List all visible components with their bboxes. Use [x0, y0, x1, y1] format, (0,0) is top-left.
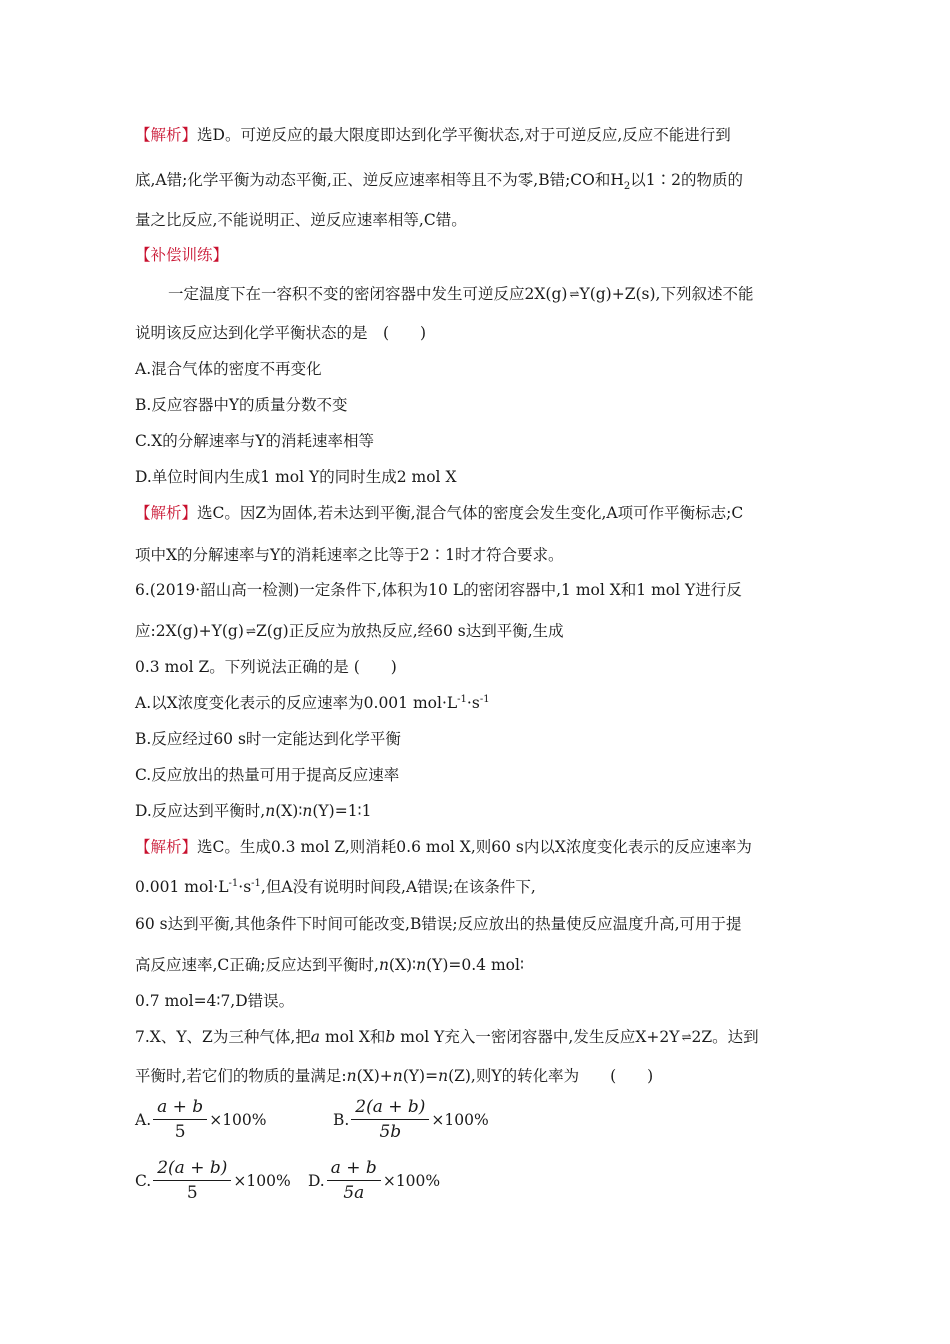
option-text: B.反应经过60 s时一定能达到化学平衡	[135, 730, 401, 748]
question-6-stem	[135, 580, 742, 600]
supplement-heading	[135, 245, 228, 265]
question-7-stem	[135, 1066, 653, 1086]
numerator: 2(a + b)	[351, 1097, 429, 1120]
analysis-tag: 【解析】	[135, 504, 198, 522]
option-text: C.反应放出的热量可用于提高反应速率	[135, 766, 400, 784]
subscript: 2	[623, 181, 631, 193]
analysis-line	[135, 877, 536, 897]
stem-text: 应:2X(g)+Y(g)	[135, 622, 244, 640]
variable: n	[392, 1067, 403, 1085]
stem-text: mol X和	[320, 1028, 386, 1046]
analysis-text: ·s	[238, 878, 252, 896]
option-b	[333, 1097, 489, 1142]
superscript: -1	[457, 693, 467, 705]
question-6-stem	[135, 621, 564, 641]
stem-text: 0.3 mol Z。下列说法正确的是 ( )	[135, 658, 397, 676]
analysis-text: 60 s达到平衡,其他条件下时间可能改变,B错误;反应放出的热量使反应温度升高,可用于提	[135, 915, 742, 933]
analysis-text: (X)∶	[388, 956, 417, 974]
analysis-tag: 【解析】	[135, 838, 198, 856]
analysis-text: 项中X的分解速率与Y的消耗速率之比等于2∶1时才符合要求。	[135, 546, 564, 564]
question-stem	[135, 284, 753, 304]
analysis-text: (Y)=0.4 mol∶	[426, 956, 524, 974]
superscript: -1	[228, 877, 239, 889]
option-c	[135, 1158, 303, 1203]
analysis-text: 选C。因Z为固体,若未达到平衡,混合气体的密度会发生变化,A项可作平衡标志;C	[197, 504, 744, 522]
stem-text: (Y)=	[402, 1067, 439, 1085]
fraction	[153, 1097, 207, 1142]
option-label: B.	[332, 1110, 350, 1129]
denominator: 5a	[343, 1183, 365, 1203]
analysis-line	[135, 125, 731, 145]
option-text: ·s	[466, 694, 480, 712]
variable: n	[416, 956, 427, 974]
analysis-text: ,但A没有说明时间段,A错误;在该条件下,	[260, 878, 536, 896]
variable: b	[385, 1028, 396, 1046]
option-label: C.	[135, 1171, 152, 1190]
numerator: a + b	[153, 1097, 207, 1120]
stem-text: 一定温度下在一容积不变的密闭容器中发生可逆反应2X(g)	[168, 285, 568, 303]
option-text: A.以X浓度变化表示的反应速率为0.001 mol·L	[135, 694, 458, 712]
option-b	[135, 395, 348, 415]
stem-text: (X)+	[356, 1067, 393, 1085]
analysis-line	[135, 991, 294, 1011]
option-text: C.X的分解速率与Y的消耗速率相等	[135, 432, 375, 450]
option-a	[135, 693, 490, 713]
question-stem	[135, 323, 426, 343]
analysis-line	[135, 545, 564, 565]
denominator: 5	[186, 1183, 198, 1203]
analysis-line	[135, 837, 752, 857]
variable: a	[310, 1028, 321, 1046]
numerator: a + b	[327, 1158, 381, 1181]
supplement-tag: 【补偿训练】	[135, 246, 229, 264]
option-text: D.单位时间内生成1 mol Y的同时生成2 mol X	[135, 468, 457, 486]
variable: n	[438, 1067, 449, 1085]
analysis-text: 高反应速率,C正确;反应达到平衡时,	[135, 956, 379, 974]
analysis-text: 以1∶2的物质的	[630, 171, 744, 189]
question-7-stem	[135, 1027, 759, 1047]
stem-text: Z(g)正反应为放热反应,经60 s达到平衡,生成	[255, 622, 564, 640]
option-text: (Y)=1∶1	[312, 802, 372, 820]
option-d	[135, 467, 456, 487]
fraction	[327, 1158, 381, 1203]
option-a	[135, 1097, 328, 1142]
option-text: A.混合气体的密度不再变化	[135, 360, 322, 378]
stem-text: Y(g)+Z(s),下列叙述不能	[579, 285, 754, 303]
question-6-stem	[135, 657, 397, 677]
percent-text: ×100%	[382, 1171, 441, 1190]
denominator: 5	[174, 1122, 186, 1142]
analysis-line	[135, 503, 743, 523]
percent-text: ×100%	[209, 1110, 267, 1129]
analysis-line	[135, 170, 744, 193]
analysis-line	[135, 210, 467, 230]
analysis-text: 选D。可逆反应的最大限度即达到化学平衡状态,对于可逆反应,反应不能进行到	[197, 126, 731, 144]
analysis-line	[135, 914, 742, 934]
analysis-line	[135, 955, 524, 975]
variable: n	[302, 802, 313, 820]
stem-text: 6.(2019·韶山高一检测)一定条件下,体积为10 L的密闭容器中,1 mol X和1 mol Y进行反	[135, 581, 742, 599]
analysis-text: 0.7 mol=4∶7,D错误。	[135, 992, 295, 1010]
analysis-text: 量之比反应,不能说明正、逆反应速率相等,C错。	[135, 211, 467, 229]
fraction	[351, 1097, 429, 1142]
option-text: D.反应达到平衡时,	[135, 802, 266, 820]
analysis-tag: 【解析】	[135, 126, 198, 144]
variable: n	[346, 1067, 357, 1085]
stem-text: (Z),则Y的转化率为 ( )	[448, 1067, 654, 1085]
option-b	[135, 729, 401, 749]
equilibrium-arrow-icon: ⇌	[569, 287, 578, 301]
stem-text: mol Y充入一密闭容器中,发生反应X+2Y	[395, 1028, 680, 1046]
stem-text: 平衡时,若它们的物质的量满足:	[135, 1067, 347, 1085]
percent-text: ×100%	[233, 1171, 291, 1190]
option-label: D.	[307, 1171, 325, 1190]
option-d	[135, 801, 371, 821]
analysis-text: 选C。生成0.3 mol Z,则消耗0.6 mol X,则60 s内以X浓度变化表示的反应速率为	[197, 838, 752, 856]
options-row	[135, 1097, 489, 1142]
option-text: B.反应容器中Y的质量分数不变	[135, 396, 348, 414]
variable: n	[265, 802, 276, 820]
superscript: -1	[251, 877, 261, 889]
option-d	[308, 1158, 440, 1203]
option-c	[135, 765, 399, 785]
option-label: A.	[135, 1110, 152, 1129]
option-a	[135, 359, 322, 379]
percent-text: ×100%	[431, 1110, 489, 1129]
stem-text: 2Z。达到	[691, 1028, 759, 1046]
analysis-text: 0.001 mol·L	[135, 878, 229, 896]
analysis-text: 底,A错;化学平衡为动态平衡,正、逆反应速率相等且不为零,B错;CO和H	[135, 171, 624, 189]
equilibrium-arrow-icon: ⇌	[681, 1030, 690, 1044]
equilibrium-arrow-icon: ⇌	[245, 624, 254, 638]
stem-text: 7.X、Y、Z为三种气体,把	[135, 1028, 311, 1046]
numerator: 2(a + b)	[153, 1158, 231, 1181]
options-row	[135, 1158, 440, 1203]
option-text: (X)∶	[275, 802, 303, 820]
denominator: 5b	[379, 1122, 402, 1142]
option-c	[135, 431, 374, 451]
variable: n	[378, 956, 389, 974]
fraction	[153, 1158, 231, 1203]
superscript: -1	[479, 693, 490, 705]
stem-text: 说明该反应达到化学平衡状态的是 ( )	[135, 324, 427, 342]
